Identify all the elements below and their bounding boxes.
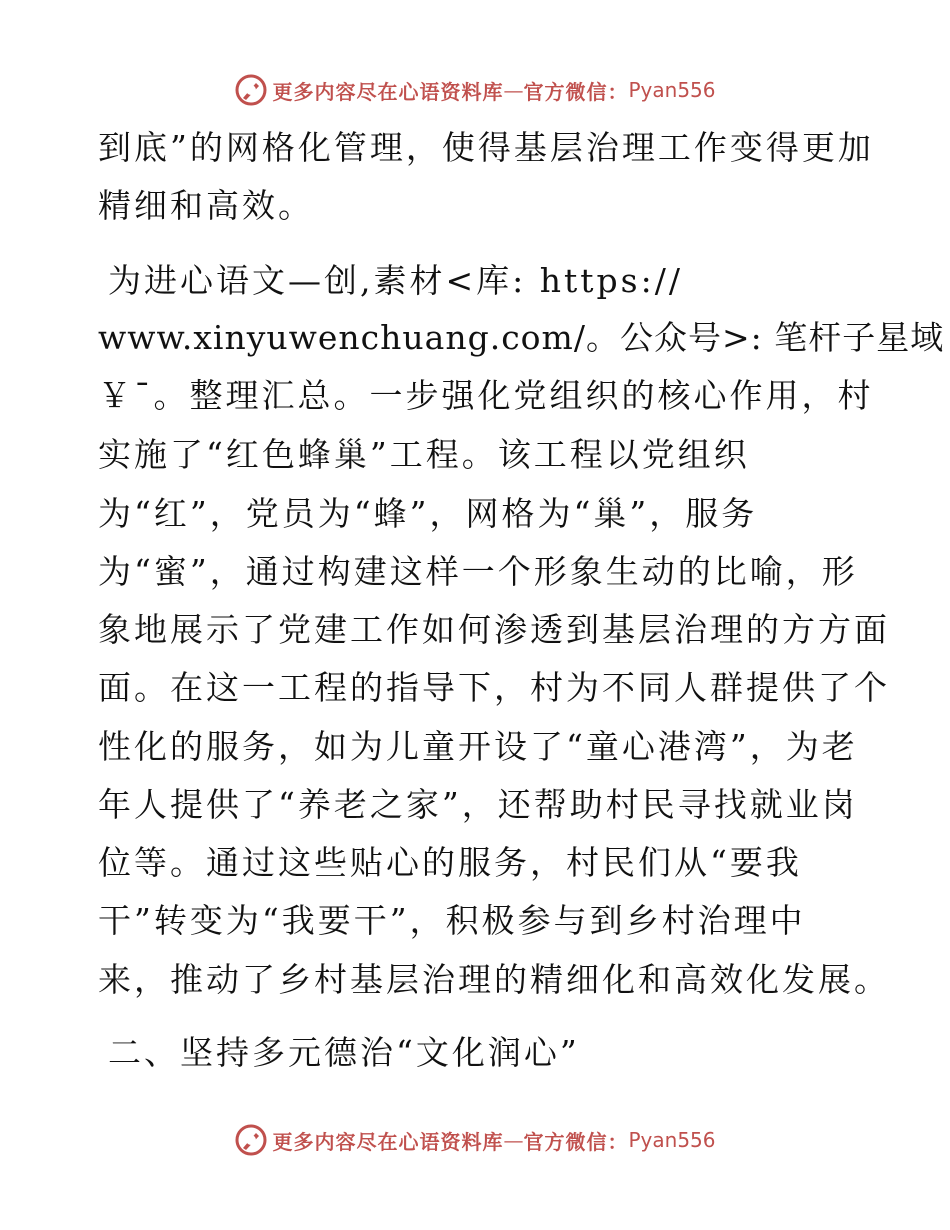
footer-watermark-banner bbox=[0, 1118, 950, 1162]
text-line: 为“红”，党员为“蜂”，网格为“巢”，服务 bbox=[98, 494, 758, 533]
text-line: 面。在这一工程的指导下，村为不同人群提供了个 bbox=[98, 668, 890, 707]
pen-logo-icon bbox=[234, 1123, 268, 1157]
text-line: 干”转变为“我要干”，积极参与到乡村治理中 bbox=[98, 901, 806, 940]
text-line: 到底”的网格化管理，使得基层治理工作变得更加 bbox=[98, 128, 874, 167]
banner-wechat-label: 官方微信： bbox=[523, 79, 629, 104]
text-line: 年人提供了“养老之家”，还帮助村民寻找就业岗 bbox=[98, 785, 858, 824]
text-line: 为“蜜”，通过构建这样一个形象生动的比喻，形 bbox=[98, 552, 858, 591]
text-line: 位等。通过这些贴心的服务，村民们从“要我 bbox=[98, 843, 802, 882]
text-line: 实施了“红色蜂巢”工程。该工程以党组织 bbox=[98, 435, 750, 474]
banner-wechat-label: 官方微信： bbox=[523, 1129, 629, 1154]
text-line: 来，推动了乡村基层治理的精细化和高效化发展。 bbox=[98, 960, 890, 999]
banner-separator: — bbox=[503, 1128, 524, 1152]
banner-wechat-id: Pyan556 bbox=[628, 78, 716, 102]
text-line: 性化的服务，如为儿童开设了“童心港湾”，为老 bbox=[98, 727, 858, 766]
banner-text: 更多内容尽在心语资料库 bbox=[272, 1129, 504, 1154]
section-heading: 二、坚持多元德治“文化润心” bbox=[108, 1033, 580, 1072]
banner-text: 更多内容尽在心语资料库 bbox=[272, 79, 504, 104]
text-line: 精细和高效。 bbox=[98, 186, 314, 225]
banner-separator: — bbox=[503, 78, 524, 102]
text-line: 为进心语文—创,素材<库: https:// bbox=[108, 261, 683, 300]
text-line: ￥¯。整理汇总。一步强化党组织的核心作用，村 bbox=[98, 376, 874, 415]
banner-wechat-id: Pyan556 bbox=[628, 1128, 716, 1152]
text-line: 象地展示了党建工作如何渗透到基层治理的方方面 bbox=[98, 610, 890, 649]
text-line: www.xinyuwenchuang.com/。公众号>: 笔杆子星域 bbox=[98, 318, 945, 357]
